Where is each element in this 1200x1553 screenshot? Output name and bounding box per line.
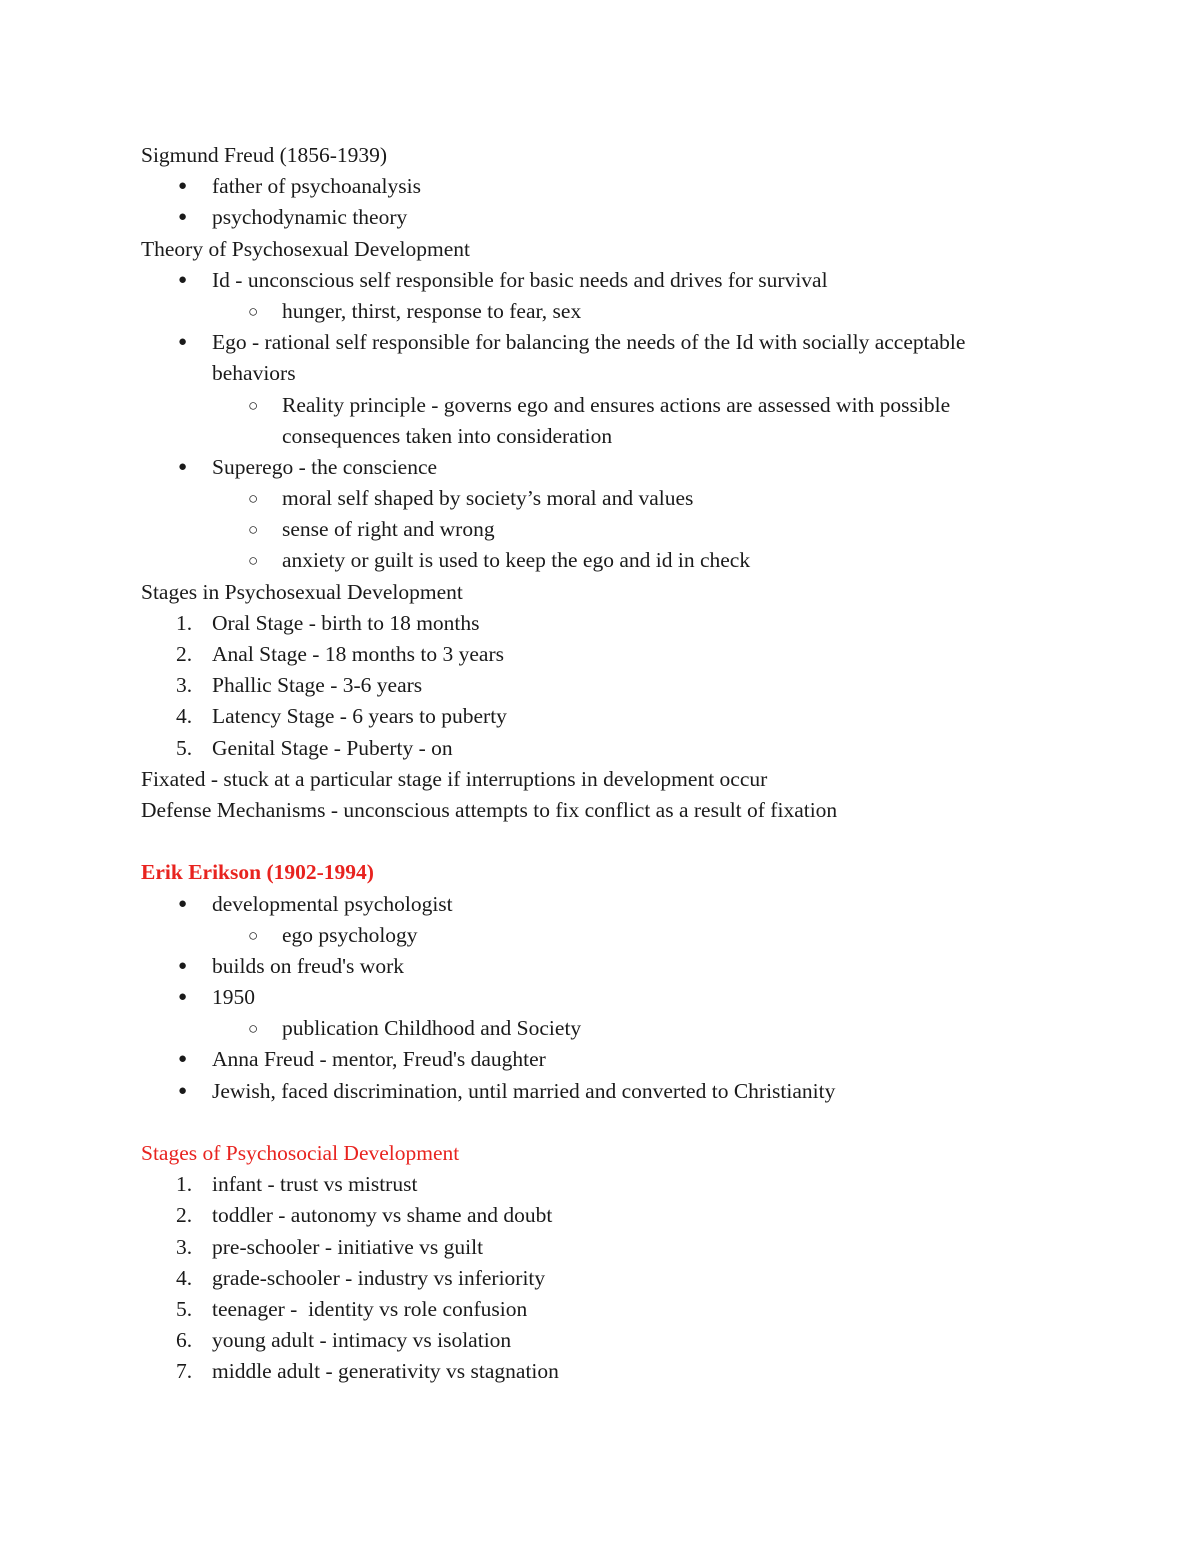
list-number: 2. — [176, 642, 193, 666]
fixated-definition: Fixated - stuck at a particular stage if interruptions in development occur — [141, 766, 768, 791]
sub-list-item: ○ hunger, thirst, response to fear, sex — [0, 296, 1200, 327]
numbered-item: 3. pre-schooler - initiative vs guilt — [0, 1232, 1200, 1263]
list-item-superego: ● Superego - the conscience — [0, 452, 1200, 483]
spacer — [0, 1107, 1200, 1138]
list-item: ● father of psychoanalysis — [0, 171, 1200, 202]
numbered-item: 5. teenager - identity vs role confusion — [0, 1294, 1200, 1325]
bullet-icon: ● — [178, 989, 188, 1006]
freud-heading: Sigmund Freud (1856-1939) — [141, 143, 388, 167]
list-item: ● Jewish, faced discrimination, until married and converted to Christianity — [0, 1076, 1200, 1107]
bullet-icon: ● — [178, 209, 188, 226]
list-number: 5. — [176, 1296, 193, 1321]
numbered-item: 4. grade-schooler - industry vs inferiority — [0, 1263, 1200, 1294]
numbered-item: 3. Phallic Stage - 3-6 years — [0, 670, 1200, 701]
circle-bullet-icon: ○ — [248, 520, 259, 540]
list-number: 4. — [176, 1265, 193, 1290]
numbered-item: 1. Oral Stage - birth to 18 months — [0, 608, 1200, 639]
bullet-icon: ● — [178, 458, 188, 475]
circle-bullet-icon: ○ — [248, 301, 259, 321]
list-number: 3. — [176, 673, 193, 698]
numbered-item: 5. Genital Stage - Puberty - on — [0, 733, 1200, 764]
numbered-item: 1. infant - trust vs mistrust — [0, 1169, 1200, 1200]
bullet-icon: ● — [178, 1051, 188, 1068]
list-item: ● Anna Freud - mentor, Freud's daughter — [0, 1044, 1200, 1075]
list-number: 2. — [176, 1203, 193, 1228]
psychosocial-stages-heading: Stages of Psychosocial Development — [141, 1141, 460, 1165]
bullet-icon: ● — [178, 271, 188, 288]
list-number: 4. — [176, 704, 193, 729]
numbered-item: 2. Anal Stage - 18 months to 3 years — [0, 639, 1200, 670]
list-number: 1. — [176, 1172, 193, 1197]
bullet-icon: ● — [178, 1082, 188, 1099]
spacer — [0, 826, 1200, 857]
sub-list-item: ○ anxiety or guilt is used to keep the ego and id in check — [0, 545, 1200, 576]
sub-list-item-continued: consequences taken into consideration — [282, 423, 613, 448]
sub-list-item: ○ sense of right and wrong — [0, 514, 1200, 545]
psychosexual-stages-heading: Stages in Psychosexual Development — [141, 579, 463, 604]
circle-bullet-icon: ○ — [248, 925, 259, 945]
circle-bullet-icon: ○ — [248, 489, 259, 509]
list-item: ● 1950 — [0, 982, 1200, 1013]
sub-list-item: ○ moral self shaped by society’s moral and values — [0, 483, 1200, 514]
list-number: 7. — [176, 1359, 193, 1384]
circle-bullet-icon: ○ — [248, 1019, 259, 1039]
list-number: 5. — [176, 735, 193, 760]
document-page — [0, 140, 1200, 1388]
list-item: ● developmental psychologist — [0, 889, 1200, 920]
bullet-icon: ● — [178, 895, 188, 912]
circle-bullet-icon: ○ — [248, 551, 259, 571]
sub-list-item: ○ publication Childhood and Society — [0, 1013, 1200, 1044]
numbered-item: 2. toddler - autonomy vs shame and doubt — [0, 1200, 1200, 1231]
list-item: ● psychodynamic theory — [0, 202, 1200, 233]
erikson-heading: Erik Erikson (1902-1994) — [141, 860, 374, 885]
bullet-icon: ● — [178, 178, 188, 195]
list-item: ● builds on freud's work — [0, 951, 1200, 982]
list-item-ego: ● Ego - rational self responsible for balancing the needs of the Id with socially acceptable — [0, 327, 1200, 358]
numbered-item: 6. young adult - intimacy vs isolation — [0, 1325, 1200, 1356]
list-number: 1. — [176, 610, 193, 635]
numbered-item: 7. middle adult - generativity vs stagnation — [0, 1356, 1200, 1387]
list-item-id: ● Id - unconscious self responsible for basic needs and drives for survival — [0, 265, 1200, 296]
defense-mechanisms-definition: Defense Mechanisms - unconscious attempts to fix conflict as a result of fixation — [141, 797, 838, 822]
sub-list-item: ○ Reality principle - governs ego and ensures actions are assessed with possible — [0, 390, 1200, 421]
bullet-icon: ● — [178, 957, 188, 974]
theory-heading: Theory of Psychosexual Development — [141, 236, 470, 261]
numbered-item: 4. Latency Stage - 6 years to puberty — [0, 701, 1200, 732]
sub-list-item: ○ ego psychology — [0, 920, 1200, 951]
list-number: 6. — [176, 1328, 193, 1353]
list-item-ego-continued: behaviors — [212, 361, 296, 386]
circle-bullet-icon: ○ — [248, 395, 259, 415]
bullet-icon: ● — [178, 334, 188, 351]
list-number: 3. — [176, 1234, 193, 1259]
